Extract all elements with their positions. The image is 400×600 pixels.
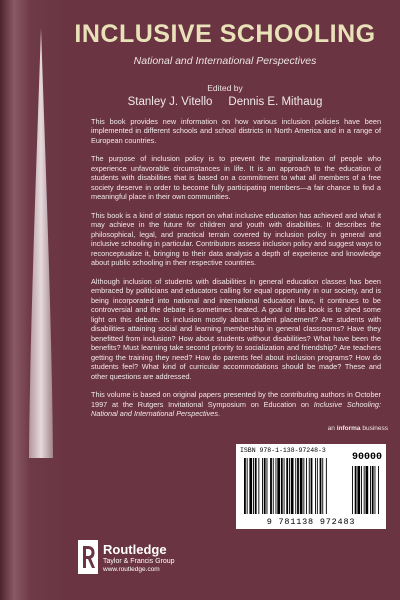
price-code: 90000 — [351, 452, 382, 463]
edited-by-label: Edited by — [207, 83, 243, 93]
description-paragraph: Although inclusion of students with disabilities in general education classes has been embraced by politicians and educators calling for equal opportunity in our society, and is being incorporated into national and international education laws, it continues to be controversial and the debate is sometimes heated. A goal of this book is to shed some light on this debate. Is inclusion mostly about student placement? Are students with disabilities attaining social and learning membership in general classrooms? Have they benefitted from inclusion? How about students without disabilities? What have been the benefits? Must learning take second priority to socialization and friendship? Are teachers getting the training they need? How do parents feel about inclusion programs? How do students feel? What kind of curricular accommodations should be made? These and other questions are addressed. — [91, 276, 381, 381]
book-description — [91, 117, 381, 428]
publisher-name: Routledge — [103, 541, 167, 557]
editors — [60, 96, 390, 108]
description-paragraph: The purpose of inclusion policy is to prevent the marginalization of people who experience unfavorable circumstances in life. It is an approach to the education of students with disabilities that is based on a commitment to what all members of a free society deserve in order to become fully participating members—a fair chance to find a meaningful place in their own communities. — [91, 154, 381, 202]
publisher-url: www.routledge.com — [103, 565, 160, 573]
book-title: INCLUSIVE SCHOOLING — [74, 20, 376, 48]
publisher-block — [78, 540, 175, 574]
editor-name: Stanley J. Vitello — [127, 96, 213, 108]
publisher-group: Taylor & Francis Group — [103, 557, 175, 565]
description-paragraph: This book is a kind of status report on what inclusive education has achieved and what it may achieve in the future for children and youth with disabilities. It describes the philosophical, legal, and practical terrain covered by inclusion policy in general and inclusive schooling in particular. Contributors assess inclusion policy and suggest ways to reconceptualize it, bringing to their data analysis a depth of experience and knowledge about public schooling in their respective countries. — [91, 210, 381, 268]
isbn-barcode — [236, 444, 386, 529]
decorative-spike-graphic — [28, 28, 54, 458]
isbn-label: ISBN 978-1-138-97248-3 — [240, 447, 326, 454]
book-subtitle: National and International Perspectives — [133, 55, 317, 67]
barcode-digits: 9 781138 972483 — [266, 517, 356, 527]
editor-name: Dennis E. Mithaug — [228, 96, 323, 108]
description-paragraph: This volume is based on original papers presented by the contributing authors in October 1997 at the Rutgers Invitational Symposium on Education on Inclusive Schooling: National and International Perspectives. — [91, 390, 381, 419]
informa-business-label: an informa business — [327, 425, 388, 432]
description-paragraph: This book provides new information on how various inclusion policies have been implemented in different schools and school districts in North America and in a range of European countries. — [91, 117, 381, 145]
routledge-logo-icon — [78, 540, 98, 574]
symposium-title: Inclusive Schooling: National and International Perspectives — [91, 399, 381, 419]
